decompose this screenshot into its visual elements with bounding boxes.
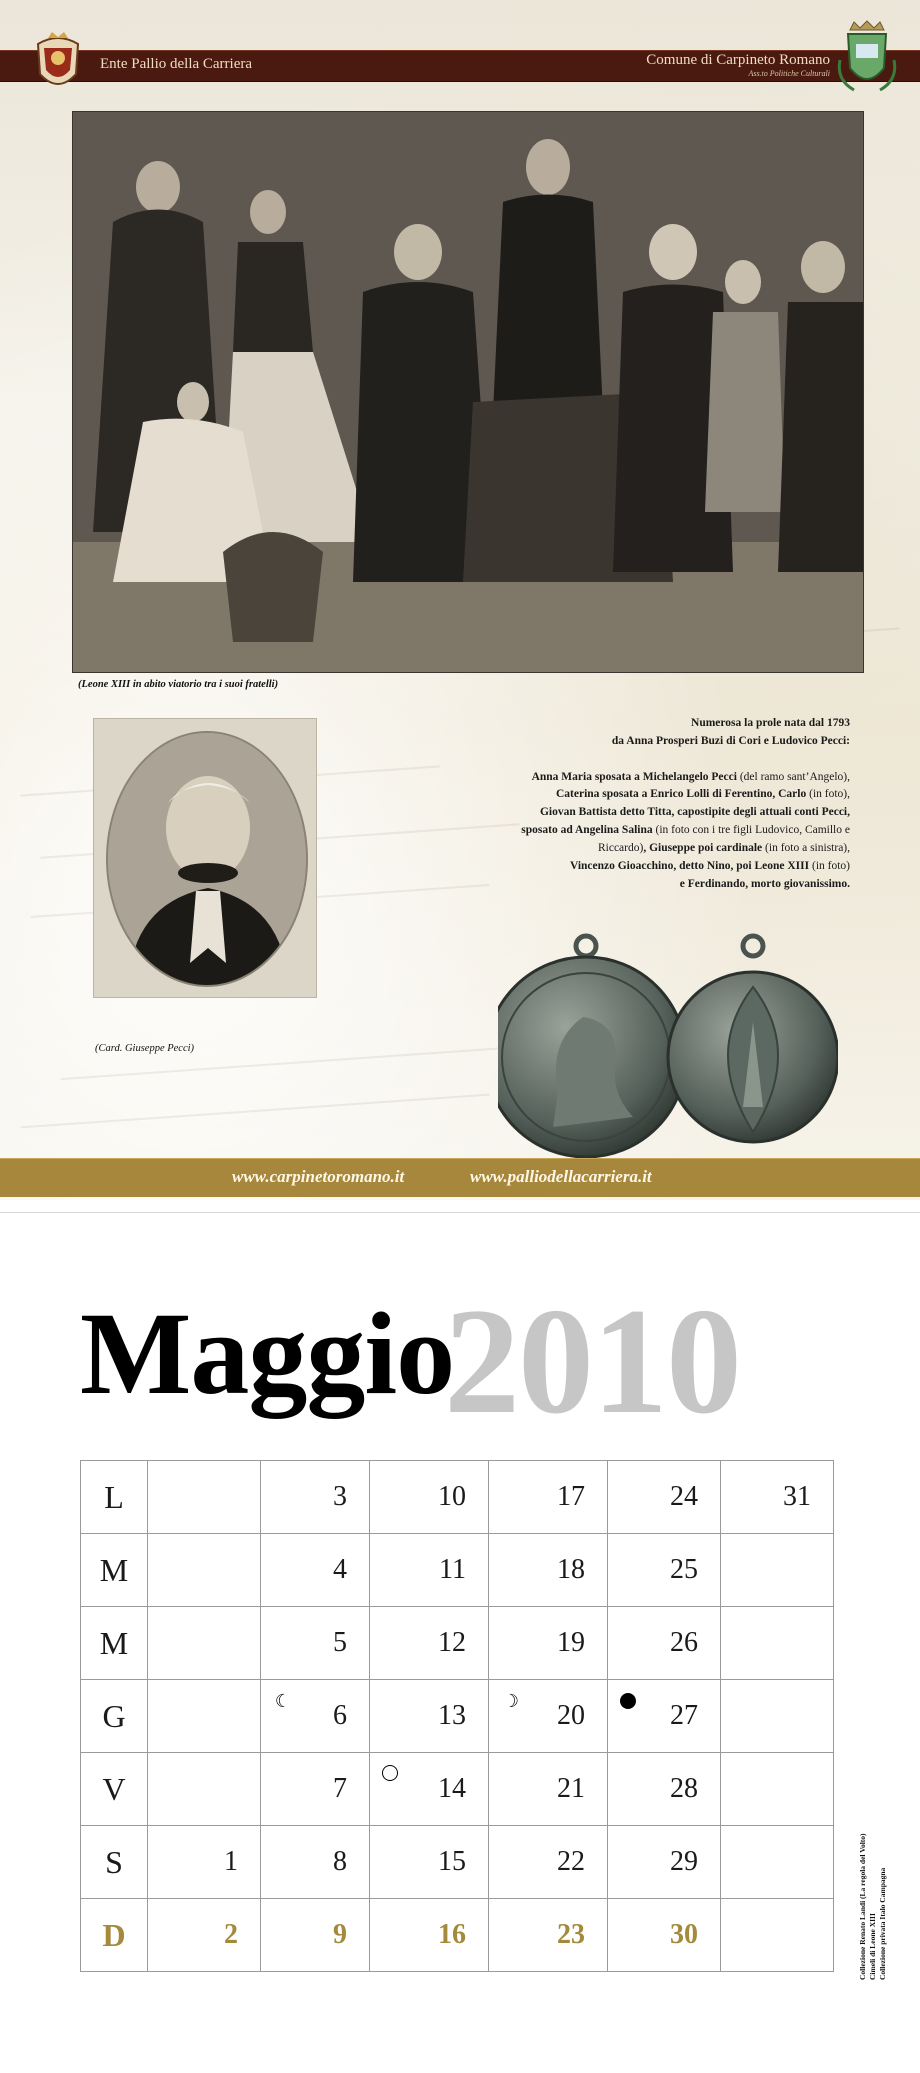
comune-crest-icon xyxy=(834,20,900,100)
calendar-week-row xyxy=(81,1753,834,1826)
date-number: 22 xyxy=(557,1846,585,1877)
calendar-empty-cell xyxy=(721,1534,834,1607)
text-note: (in foto a sinistra), xyxy=(765,841,850,854)
pallio-crest-icon xyxy=(30,30,86,96)
header-right-subtitle: Ass.to Politiche Culturali xyxy=(748,69,830,78)
calendar-week-row xyxy=(81,1534,834,1607)
calendar-date-cell xyxy=(261,1607,370,1680)
date-number: 8 xyxy=(333,1846,347,1877)
calendar-date-cell xyxy=(489,1461,608,1534)
calendar-empty-cell xyxy=(721,1899,834,1972)
date-number: 17 xyxy=(557,1481,585,1512)
calendar-date-cell xyxy=(261,1534,370,1607)
date-number: 26 xyxy=(670,1627,698,1658)
text-line: Giovan Battista detto Titta, capostipite degli attuali conti Pecci, xyxy=(539,806,850,819)
calendar-date-cell xyxy=(608,1461,721,1534)
date-number: 14 xyxy=(438,1773,466,1804)
date-number: 15 xyxy=(438,1846,466,1877)
last-quarter-moon-icon: ☾ xyxy=(274,1691,291,1711)
date-number: 16 xyxy=(438,1919,466,1950)
new-moon-icon xyxy=(620,1693,636,1709)
calendar-grid xyxy=(80,1460,834,1972)
calendar-week-row xyxy=(81,1826,834,1899)
weekday-label: V xyxy=(81,1753,148,1826)
page-divider xyxy=(0,1212,920,1213)
calendar-date-cell xyxy=(370,1534,489,1607)
date-number: 18 xyxy=(557,1554,585,1585)
photo-caption: (Leone XIII in abito viatorio tra i suoi fratelli) xyxy=(78,679,279,690)
calendar-empty-cell xyxy=(148,1680,261,1753)
date-number: 4 xyxy=(333,1554,347,1585)
calendar-date-cell xyxy=(261,1680,370,1753)
calendar-empty-cell xyxy=(721,1607,834,1680)
first-quarter-moon-icon: ☽ xyxy=(502,1691,519,1711)
credit-line: Collezione Renato Landi (La regola del Volto) xyxy=(858,1833,867,1980)
text-line: Caterina sposata a Enrico Lolli di Ferentino, Carlo xyxy=(556,788,810,801)
date-number: 5 xyxy=(333,1627,347,1658)
date-number: 3 xyxy=(333,1481,347,1512)
calendar-date-cell xyxy=(261,1753,370,1826)
calendar-date-cell xyxy=(608,1680,721,1753)
family-photo xyxy=(73,112,863,672)
portrait-caption: (Card. Giuseppe Pecci) xyxy=(95,1043,195,1054)
calendar-date-cell xyxy=(608,1899,721,1972)
date-number: 13 xyxy=(438,1700,466,1731)
calendar-date-cell xyxy=(370,1753,489,1826)
calendar-date-cell xyxy=(370,1461,489,1534)
children-paragraph xyxy=(360,769,850,894)
calendar-date-cell xyxy=(370,1899,489,1972)
calendar-date-cell xyxy=(489,1826,608,1899)
calendar-year: 2010 xyxy=(444,1277,740,1445)
intro-line: da Anna Prosperi Buzi di Cori e Ludovico Pecci: xyxy=(611,734,850,747)
footer-bar xyxy=(0,1158,920,1197)
date-number: 24 xyxy=(670,1481,698,1512)
calendar-date-cell xyxy=(489,1753,608,1826)
cardinal-portrait xyxy=(106,731,308,987)
calendar-week-row xyxy=(81,1680,834,1753)
weekday-label: D xyxy=(81,1899,148,1972)
date-number: 20 xyxy=(557,1700,585,1731)
calendar-empty-cell xyxy=(148,1753,261,1826)
weekday-label: M xyxy=(81,1607,148,1680)
date-number: 23 xyxy=(557,1919,585,1950)
weekday-label: L xyxy=(81,1461,148,1534)
intro-paragraph xyxy=(360,715,850,751)
pallio-website-link[interactable]: www.palliodellacarriera.it xyxy=(470,1167,652,1186)
calendar-week-row xyxy=(81,1461,834,1534)
calendar-date-cell xyxy=(608,1607,721,1680)
date-number: 30 xyxy=(670,1919,698,1950)
text-note: (in foto), xyxy=(809,788,850,801)
text-line: sposato ad Angelina Salina xyxy=(521,824,656,837)
calendar-empty-cell xyxy=(148,1607,261,1680)
portrait-frame xyxy=(93,718,317,998)
text-line: Anna Maria sposata a Michelangelo Pecci xyxy=(531,770,740,783)
family-description xyxy=(360,715,850,911)
credit-line: Cimeli di Leone XIII xyxy=(868,1913,878,1980)
date-number: 27 xyxy=(670,1700,698,1731)
calendar-date-cell xyxy=(608,1753,721,1826)
text-note: (in foto) xyxy=(811,859,850,872)
weekday-label: G xyxy=(81,1680,148,1753)
text-note: (in foto con i tre figli Ludovico, Camillo e xyxy=(655,824,850,837)
commemorative-medals xyxy=(498,932,838,1162)
credit-line: Collezione privata Italo Campagna xyxy=(878,1867,888,1980)
date-number: 7 xyxy=(333,1773,347,1804)
calendar-date-cell xyxy=(489,1534,608,1607)
date-number: 25 xyxy=(670,1554,698,1585)
calendar-date-cell xyxy=(489,1607,608,1680)
calendar-date-cell xyxy=(148,1899,261,1972)
calendar-week-row xyxy=(81,1607,834,1680)
text-note: (del ramo sant’Angelo), xyxy=(739,770,850,783)
collection-credit xyxy=(858,1800,888,1980)
date-number: 6 xyxy=(333,1700,347,1731)
text-line: e Ferdinando, morto giovanissimo. xyxy=(679,877,850,890)
weekday-label: S xyxy=(81,1826,148,1899)
date-number: 21 xyxy=(557,1773,585,1804)
header-bar xyxy=(0,50,920,82)
date-number: 9 xyxy=(333,1919,347,1950)
calendar-empty-cell xyxy=(721,1680,834,1753)
date-number: 1 xyxy=(224,1846,238,1877)
weekday-label: M xyxy=(81,1534,148,1607)
calendar-week-row xyxy=(81,1899,834,1972)
full-moon-icon xyxy=(382,1765,398,1781)
calendar-date-cell xyxy=(261,1826,370,1899)
calendar-date-cell xyxy=(370,1826,489,1899)
calendar-date-cell xyxy=(370,1607,489,1680)
date-number: 28 xyxy=(670,1773,698,1804)
calendar-date-cell xyxy=(608,1826,721,1899)
calendar-empty-cell xyxy=(148,1461,261,1534)
calendar-date-cell xyxy=(261,1461,370,1534)
date-number: 31 xyxy=(783,1481,811,1512)
header-right-name: Comune di Carpineto Romano xyxy=(646,52,830,68)
calendar-date-cell xyxy=(721,1461,834,1534)
carpineto-website-link[interactable]: www.carpinetoromano.it xyxy=(232,1167,405,1186)
date-number: 12 xyxy=(438,1627,466,1658)
date-number: 29 xyxy=(670,1846,698,1877)
calendar-empty-cell xyxy=(721,1753,834,1826)
text-line: Vincenzo Gioacchino, detto Nino, poi Leone XIII xyxy=(569,859,812,872)
background-script xyxy=(21,1094,490,1129)
date-number: 10 xyxy=(438,1481,466,1512)
calendar-date-cell xyxy=(608,1534,721,1607)
calendar-empty-cell xyxy=(148,1534,261,1607)
date-number: 19 xyxy=(557,1627,585,1658)
calendar-date-cell xyxy=(370,1680,489,1753)
calendar-date-cell xyxy=(148,1826,261,1899)
header-left-title: Ente Pallio della Carriera xyxy=(100,56,253,72)
text-note: Riccardo) xyxy=(597,841,644,854)
calendar-empty-cell xyxy=(721,1826,834,1899)
calendar-date-cell xyxy=(489,1680,608,1753)
header-right-title xyxy=(646,53,830,78)
intro-line: Numerosa la prole nata dal 1793 xyxy=(691,717,850,729)
date-number: 2 xyxy=(224,1919,238,1950)
calendar-date-cell xyxy=(261,1899,370,1972)
calendar-month: Maggio xyxy=(80,1288,455,1419)
calendar-date-cell xyxy=(489,1899,608,1972)
text-line: , Giuseppe poi cardinale xyxy=(643,841,766,854)
date-number: 11 xyxy=(439,1554,466,1585)
